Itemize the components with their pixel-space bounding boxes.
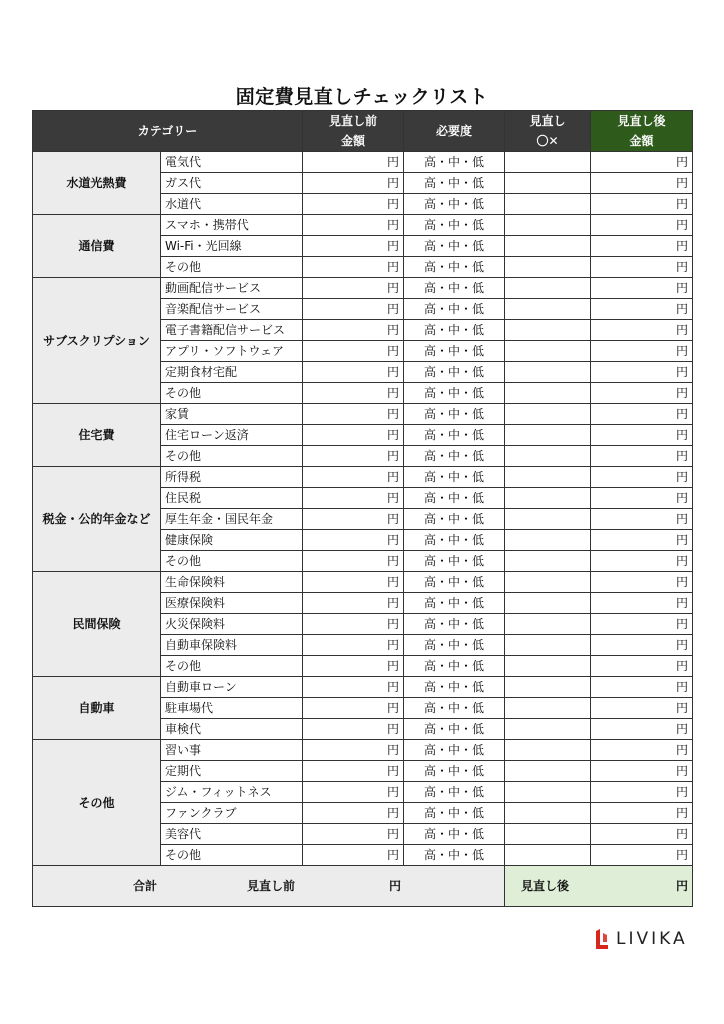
review-mark-cell[interactable] [505,278,591,299]
necessity-cell[interactable]: 高・中・低 [404,173,505,194]
category-cell: 民間保険 [33,572,161,677]
table-row [33,572,693,593]
necessity-cell[interactable]: 高・中・低 [404,635,505,656]
item-name-cell: 駐車場代 [161,698,303,719]
review-mark-cell[interactable] [505,257,591,278]
after-amount-cell[interactable]: 円 [591,719,693,740]
category-cell: その他 [33,740,161,866]
item-name-cell: 音楽配信サービス [161,299,303,320]
necessity-cell[interactable]: 高・中・低 [404,509,505,530]
after-amount-cell[interactable]: 円 [591,383,693,404]
before-amount-cell[interactable]: 円 [303,425,404,446]
after-amount-cell[interactable]: 円 [591,320,693,341]
category-cell: 水道光熱費 [33,152,161,215]
necessity-cell[interactable]: 高・中・低 [404,215,505,236]
after-amount-cell[interactable]: 円 [591,572,693,593]
necessity-cell[interactable]: 高・中・低 [404,257,505,278]
item-name-cell: スマホ・携帯代 [161,215,303,236]
after-amount-cell[interactable]: 円 [591,614,693,635]
before-amount-cell[interactable]: 円 [303,152,404,173]
necessity-cell[interactable]: 高・中・低 [404,488,505,509]
necessity-cell[interactable]: 高・中・低 [404,845,505,866]
item-name-cell: 定期食材宅配 [161,362,303,383]
item-name-cell: 動画配信サービス [161,278,303,299]
item-name-cell: 健康保険 [161,530,303,551]
after-amount-cell[interactable]: 円 [591,173,693,194]
review-mark-cell[interactable] [505,719,591,740]
page-title: 固定費見直しチェックリスト [235,86,489,108]
header-after-amount [591,111,693,152]
after-amount-cell[interactable]: 円 [591,152,693,173]
review-mark-cell[interactable] [505,824,591,845]
before-amount-cell[interactable]: 円 [303,635,404,656]
table-row [33,740,693,761]
review-mark-cell[interactable] [505,635,591,656]
item-name-cell: その他 [161,446,303,467]
item-name-cell: 住宅ローン返済 [161,425,303,446]
header-row [33,111,693,152]
after-amount-cell[interactable]: 円 [591,677,693,698]
after-amount-cell[interactable]: 円 [591,698,693,719]
after-amount-cell[interactable]: 円 [591,530,693,551]
after-amount-cell[interactable]: 円 [591,656,693,677]
before-amount-cell[interactable]: 円 [303,530,404,551]
necessity-cell[interactable]: 高・中・低 [404,572,505,593]
header-after-line2: 金額 [629,134,654,148]
header-review-line1: 見直し [529,114,566,128]
before-amount-cell[interactable]: 円 [303,803,404,824]
item-name-cell: 習い事 [161,740,303,761]
item-name-cell: 所得税 [161,467,303,488]
table-row [33,215,693,236]
category-cell: サブスクリプション [33,278,161,404]
before-amount-cell[interactable]: 円 [303,194,404,215]
before-amount-cell[interactable]: 円 [303,845,404,866]
item-name-cell: その他 [161,845,303,866]
after-amount-cell[interactable]: 円 [591,740,693,761]
review-mark-cell[interactable] [505,152,591,173]
review-mark-cell[interactable] [505,509,591,530]
item-name-cell: その他 [161,257,303,278]
review-mark-cell[interactable] [505,488,591,509]
table-row [33,152,693,173]
item-name-cell: その他 [161,551,303,572]
item-name-cell: 家賃 [161,404,303,425]
after-amount-cell[interactable]: 円 [591,425,693,446]
necessity-cell[interactable]: 高・中・低 [404,719,505,740]
item-name-cell: 自動車ローン [161,677,303,698]
review-mark-cell[interactable] [505,845,591,866]
after-amount-cell[interactable]: 円 [591,236,693,257]
brand-name: LIVIKA [616,929,688,949]
necessity-cell[interactable]: 高・中・低 [404,320,505,341]
before-amount-cell[interactable]: 円 [303,404,404,425]
before-amount-cell[interactable]: 円 [303,215,404,236]
before-amount-cell[interactable]: 円 [303,383,404,404]
item-name-cell: 厚生年金・国民年金 [161,509,303,530]
before-amount-cell[interactable]: 円 [303,446,404,467]
necessity-cell[interactable]: 高・中・低 [404,278,505,299]
total-row [33,866,693,907]
before-amount-cell[interactable]: 円 [303,488,404,509]
review-mark-cell[interactable] [505,761,591,782]
total-after-cell [505,866,693,907]
after-amount-cell[interactable]: 円 [591,341,693,362]
item-name-cell: 定期代 [161,761,303,782]
necessity-cell[interactable]: 高・中・低 [404,404,505,425]
review-mark-cell[interactable] [505,173,591,194]
before-amount-cell[interactable]: 円 [303,362,404,383]
header-before-amount [303,111,404,152]
review-mark-cell[interactable] [505,467,591,488]
before-amount-cell[interactable]: 円 [303,719,404,740]
necessity-cell[interactable]: 高・中・低 [404,698,505,719]
review-mark-cell[interactable] [505,215,591,236]
review-mark-cell[interactable] [505,425,591,446]
table-row [33,278,693,299]
item-name-cell: 自動車保険料 [161,635,303,656]
category-cell: 住宅費 [33,404,161,467]
header-review [505,111,591,152]
necessity-cell[interactable]: 高・中・低 [404,194,505,215]
after-amount-cell[interactable]: 円 [591,362,693,383]
header-after-line1: 見直し後 [617,114,666,128]
review-mark-cell[interactable] [505,782,591,803]
review-mark-cell[interactable] [505,404,591,425]
item-name-cell: ガス代 [161,173,303,194]
review-mark-cell[interactable] [505,320,591,341]
necessity-cell[interactable]: 高・中・低 [404,425,505,446]
review-mark-cell[interactable] [505,341,591,362]
header-category: カテゴリー [33,111,303,152]
total-before-value[interactable]: 円 [389,879,402,893]
review-mark-cell[interactable] [505,677,591,698]
after-amount-cell[interactable]: 円 [591,845,693,866]
after-amount-cell[interactable]: 円 [591,299,693,320]
category-cell: 自動車 [33,677,161,740]
before-amount-cell[interactable]: 円 [303,551,404,572]
review-mark-cell[interactable] [505,299,591,320]
after-amount-cell[interactable]: 円 [591,404,693,425]
before-amount-cell[interactable]: 円 [303,593,404,614]
necessity-cell[interactable]: 高・中・低 [404,152,505,173]
header-before-line2: 金額 [340,134,365,148]
necessity-cell[interactable]: 高・中・低 [404,383,505,404]
before-amount-cell[interactable]: 円 [303,782,404,803]
item-name-cell: その他 [161,656,303,677]
after-amount-cell[interactable]: 円 [591,278,693,299]
before-amount-cell[interactable]: 円 [303,761,404,782]
necessity-cell[interactable]: 高・中・低 [404,551,505,572]
before-amount-cell[interactable]: 円 [303,677,404,698]
before-amount-cell[interactable]: 円 [303,614,404,635]
header-review-line2: 〇✕ [536,134,559,148]
total-label: 合計 [133,879,158,893]
table-row [33,404,693,425]
necessity-cell[interactable]: 高・中・低 [404,362,505,383]
before-amount-cell[interactable]: 円 [303,278,404,299]
item-name-cell: 電気代 [161,152,303,173]
after-amount-cell[interactable]: 円 [591,194,693,215]
before-amount-cell[interactable]: 円 [303,467,404,488]
after-amount-cell[interactable]: 円 [591,782,693,803]
necessity-cell[interactable]: 高・中・低 [404,614,505,635]
table-row [33,467,693,488]
item-name-cell: 車検代 [161,719,303,740]
before-amount-cell[interactable]: 円 [303,341,404,362]
item-name-cell: 生命保険料 [161,572,303,593]
before-amount-cell[interactable]: 円 [303,824,404,845]
item-name-cell: アプリ・ソフトウェア [161,341,303,362]
before-amount-cell[interactable]: 円 [303,257,404,278]
item-name-cell: 水道代 [161,194,303,215]
review-mark-cell[interactable] [505,551,591,572]
before-amount-cell[interactable]: 円 [303,236,404,257]
category-cell: 税金・公的年金など [33,467,161,572]
review-mark-cell[interactable] [505,803,591,824]
after-amount-cell[interactable]: 円 [591,635,693,656]
necessity-cell[interactable]: 高・中・低 [404,782,505,803]
necessity-cell[interactable]: 高・中・低 [404,446,505,467]
item-name-cell: 美容代 [161,824,303,845]
after-amount-cell[interactable]: 円 [591,215,693,236]
checklist-table [32,110,693,907]
brand-logo [594,928,688,950]
before-amount-cell[interactable]: 円 [303,740,404,761]
necessity-cell[interactable]: 高・中・低 [404,656,505,677]
item-name-cell: ジム・フィットネス [161,782,303,803]
item-name-cell: 医療保険料 [161,593,303,614]
necessity-cell[interactable]: 高・中・低 [404,593,505,614]
livika-logo-icon [594,928,610,950]
after-amount-cell[interactable]: 円 [591,551,693,572]
necessity-cell[interactable]: 高・中・低 [404,467,505,488]
necessity-cell[interactable]: 高・中・低 [404,341,505,362]
review-mark-cell[interactable] [505,446,591,467]
after-amount-cell[interactable]: 円 [591,824,693,845]
necessity-cell[interactable]: 高・中・低 [404,803,505,824]
review-mark-cell[interactable] [505,362,591,383]
review-mark-cell[interactable] [505,740,591,761]
review-mark-cell[interactable] [505,383,591,404]
after-amount-cell[interactable]: 円 [591,257,693,278]
before-amount-cell[interactable]: 円 [303,572,404,593]
review-mark-cell[interactable] [505,572,591,593]
category-cell: 通信費 [33,215,161,278]
before-amount-cell[interactable]: 円 [303,656,404,677]
necessity-cell[interactable]: 高・中・低 [404,824,505,845]
necessity-cell[interactable]: 高・中・低 [404,530,505,551]
after-amount-cell[interactable]: 円 [591,509,693,530]
review-mark-cell[interactable] [505,530,591,551]
review-mark-cell[interactable] [505,614,591,635]
after-amount-cell[interactable]: 円 [591,446,693,467]
total-after-value[interactable]: 円 [675,879,688,893]
table-row [33,677,693,698]
before-amount-cell[interactable]: 円 [303,509,404,530]
header-necessity: 必要度 [404,111,505,152]
necessity-cell[interactable]: 高・中・低 [404,299,505,320]
after-amount-cell[interactable]: 円 [591,488,693,509]
after-amount-cell[interactable]: 円 [591,803,693,824]
item-name-cell: ファンクラブ [161,803,303,824]
review-mark-cell[interactable] [505,656,591,677]
necessity-cell[interactable]: 高・中・低 [404,761,505,782]
item-name-cell: 住民税 [161,488,303,509]
necessity-cell[interactable]: 高・中・低 [404,740,505,761]
review-mark-cell[interactable] [505,194,591,215]
total-after-label: 見直し後 [521,879,570,893]
necessity-cell[interactable]: 高・中・低 [404,236,505,257]
item-name-cell: 電子書籍配信サービス [161,320,303,341]
review-mark-cell[interactable] [505,698,591,719]
before-amount-cell[interactable]: 円 [303,299,404,320]
before-amount-cell[interactable]: 円 [303,173,404,194]
before-amount-cell[interactable]: 円 [303,320,404,341]
before-amount-cell[interactable]: 円 [303,698,404,719]
after-amount-cell[interactable]: 円 [591,593,693,614]
after-amount-cell[interactable]: 円 [591,467,693,488]
item-name-cell: Wi-Fi・光回線 [161,236,303,257]
necessity-cell[interactable]: 高・中・低 [404,677,505,698]
header-before-line1: 見直し前 [328,114,377,128]
review-mark-cell[interactable] [505,236,591,257]
after-amount-cell[interactable]: 円 [591,761,693,782]
total-before-cell [33,866,505,907]
total-before-label: 見直し前 [247,879,296,893]
item-name-cell: その他 [161,383,303,404]
item-name-cell: 火災保険料 [161,614,303,635]
review-mark-cell[interactable] [505,593,591,614]
